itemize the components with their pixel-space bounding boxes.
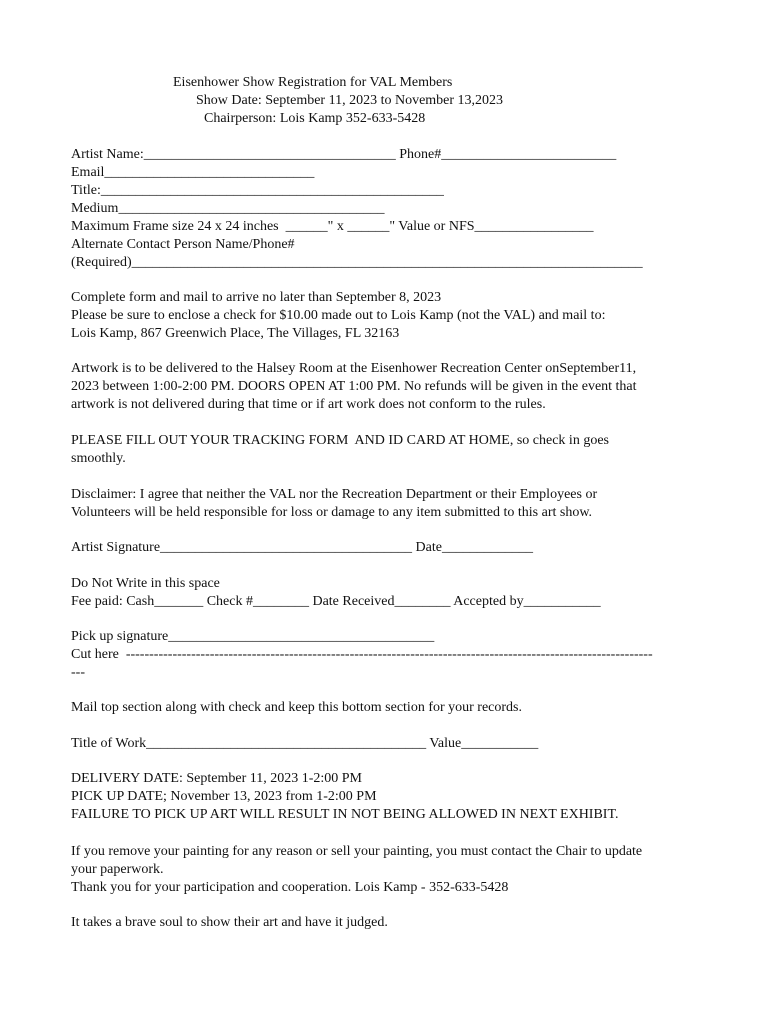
form-title: Eisenhower Show Registration for VAL Members bbox=[173, 75, 453, 90]
mail-deadline: Complete form and mail to arrive no later than September 8, 2023 bbox=[71, 290, 442, 305]
mailing-address: Lois Kamp, 867 Greenwich Place, The Villages, FL 32163 bbox=[71, 326, 400, 341]
tracking-form-note: PLEASE FILL OUT YOUR TRACKING FORM AND ID CARD AT HOME, so check in goes bbox=[71, 433, 609, 448]
tracking-form-note: smoothly. bbox=[71, 451, 126, 466]
title-field: Title:_________________________________________________ bbox=[71, 183, 444, 198]
check-instructions: Please be sure to enclose a check for $10.00 made out to Lois Kamp (not the VAL) and mail to: bbox=[71, 308, 606, 323]
thank-you-line: Thank you for your participation and cooperation. Lois Kamp - 352-633-5428 bbox=[71, 880, 509, 895]
office-use-heading: Do Not Write in this space bbox=[71, 576, 220, 591]
failure-warning: FAILURE TO PICK UP ART WILL RESULT IN NOT BEING ALLOWED IN NEXT EXHIBIT. bbox=[71, 807, 619, 822]
medium-field: Medium______________________________________ bbox=[71, 201, 385, 216]
disclaimer-line: Disclaimer: I agree that neither the VAL nor the Recreation Department or their Employees or bbox=[71, 487, 598, 502]
alternate-contact-label: Alternate Contact Person Name/Phone# bbox=[71, 237, 295, 252]
required-field: (Required)_________________________________________________________________________ bbox=[71, 255, 643, 270]
show-date: Show Date: September 11, 2023 to November 13,2023 bbox=[196, 93, 504, 108]
fee-paid-field: Fee paid: Cash_______ Check #________ Date Received________ Accepted by___________ bbox=[71, 594, 601, 609]
chairperson-line: Chairperson: Lois Kamp 352-633-5428 bbox=[204, 111, 426, 126]
artist-name-phone-field: Artist Name:____________________________________ Phone#_________________________ bbox=[71, 147, 617, 162]
removal-note-line: If you remove your painting for any reason or sell your painting, you must contact the Chair to update bbox=[71, 844, 643, 859]
delivery-date: DELIVERY DATE: September 11, 2023 1-2:00 PM bbox=[71, 771, 362, 786]
pickup-date: PICK UP DATE; November 13, 2023 from 1-2:00 PM bbox=[71, 789, 377, 804]
delivery-paragraph-line: Artwork is to be delivered to the Halsey Room at the Eisenhower Recreation Center onSeptember11, bbox=[71, 361, 637, 376]
artist-signature-field: Artist Signature____________________________________ Date_____________ bbox=[71, 540, 533, 555]
disclaimer-line: Volunteers will be held responsible for loss or damage to any item submitted to this art show. bbox=[71, 505, 593, 520]
title-of-work-field: Title of Work________________________________________ Value___________ bbox=[71, 736, 539, 751]
removal-note-line: your paperwork. bbox=[71, 862, 164, 877]
cut-here-line-continued: --- bbox=[71, 665, 85, 680]
closing-line: It takes a brave soul to show their art and have it judged. bbox=[71, 915, 388, 930]
cut-here-line: Cut here ----------------------------------------------------------------------------------------------------------------- bbox=[71, 647, 653, 662]
email-field: Email______________________________ bbox=[71, 165, 315, 180]
pickup-signature-field: Pick up signature______________________________________ bbox=[71, 629, 435, 644]
frame-size-field: Maximum Frame size 24 x 24 inches ______" x ______" Value or NFS_________________ bbox=[71, 219, 594, 234]
delivery-paragraph-line: 2023 between 1:00-2:00 PM. DOORS OPEN AT 1:00 PM. No refunds will be given in the event that bbox=[71, 379, 637, 394]
mail-top-section-note: Mail top section along with check and keep this bottom section for your records. bbox=[71, 700, 523, 715]
delivery-paragraph-line: artwork is not delivered during that time or if art work does not conform to the rules. bbox=[71, 397, 546, 412]
